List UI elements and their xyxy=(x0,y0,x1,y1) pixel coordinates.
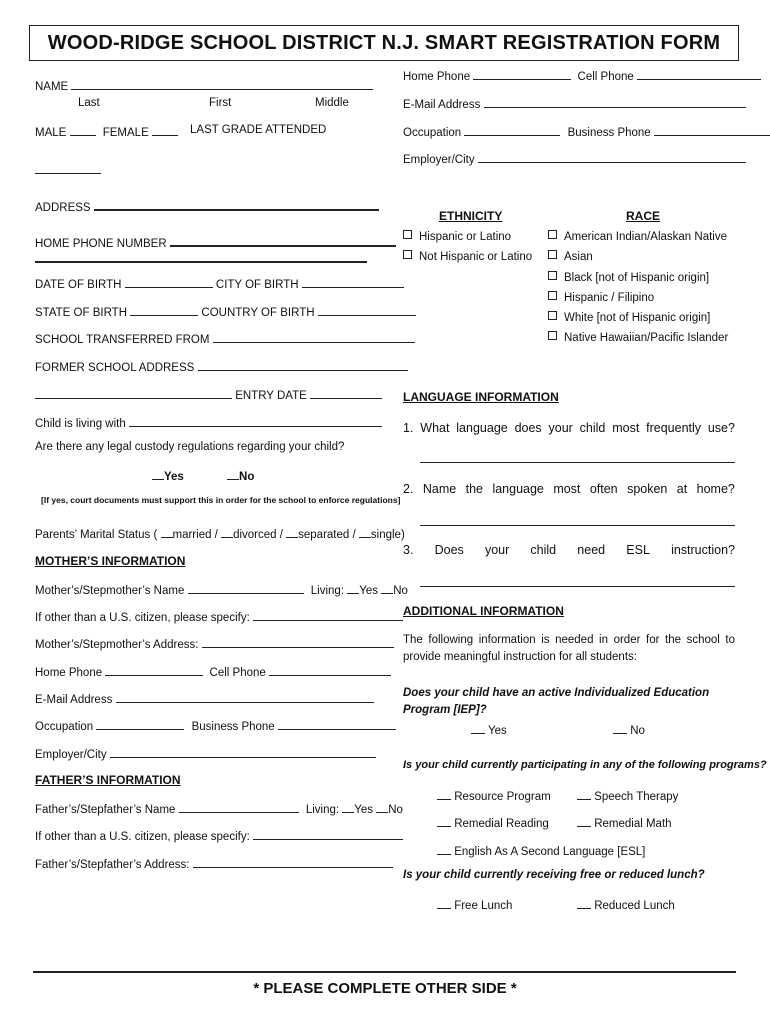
right-employer-row xyxy=(403,151,746,166)
language-answer-2-field[interactable] xyxy=(420,525,735,526)
footer-rule xyxy=(33,971,736,973)
program-remedial-reading-label: Remedial Reading xyxy=(454,818,549,830)
program-esl-label: English As A Second Language [ESL] xyxy=(454,846,646,858)
custody-note: [If yes, court documents must support this in order for the school to enforce regulations] xyxy=(41,495,401,505)
program-resource-label: Resource Program xyxy=(454,791,551,803)
marital-single-label: single) xyxy=(370,529,405,541)
entry-date-label: ENTRY DATE xyxy=(235,390,307,402)
reduced-lunch-option xyxy=(577,897,675,912)
right-email-label: E-Mail Address xyxy=(403,99,481,111)
mother-name-label: Mother’s/Stepmother’s Name xyxy=(35,585,185,597)
program-speech-option xyxy=(577,788,678,803)
right-occupation-label: Occupation xyxy=(403,127,462,139)
father-citizen-row xyxy=(35,828,403,843)
ethnicity-option[interactable] xyxy=(403,250,532,263)
gender-row xyxy=(35,124,178,139)
race-option-label: Asian xyxy=(564,251,593,263)
marital-married-label: married / xyxy=(172,529,218,541)
iep-no-field[interactable] xyxy=(613,722,627,734)
question-word: 2. xyxy=(403,482,414,496)
question-word: language xyxy=(492,482,544,496)
checkbox-icon[interactable] xyxy=(548,250,557,259)
iep-no-option xyxy=(613,722,645,737)
ethnicity-option-label: Hispanic or Latino xyxy=(419,231,512,243)
program-resource-option xyxy=(437,788,551,803)
mother-email-label: E-Mail Address xyxy=(35,694,113,706)
home-phone-field[interactable] xyxy=(170,234,396,247)
question-word: at xyxy=(676,482,688,496)
program-remedial-math-option xyxy=(577,815,672,830)
question-word: ESL xyxy=(626,543,650,557)
mother-address-field[interactable] xyxy=(202,636,394,648)
father-living-yes-field[interactable] xyxy=(342,801,354,813)
checkbox-icon[interactable] xyxy=(548,311,557,320)
mother-living-label: Living: xyxy=(310,585,345,597)
mother-citizen-label: If other than a U.S. citizen, please specify: xyxy=(35,612,250,624)
mother-address-row xyxy=(35,636,394,651)
iep-yes-label: Yes xyxy=(488,725,507,737)
custody-yes-field[interactable] xyxy=(152,468,164,480)
school-transferred-label: SCHOOL TRANSFERRED FROM xyxy=(35,334,210,346)
former-address-field-2[interactable] xyxy=(35,387,232,399)
program-remedial-math-field[interactable] xyxy=(577,815,591,827)
right-business-phone-label: Business Phone xyxy=(567,127,651,139)
program-esl-field[interactable] xyxy=(437,843,451,855)
program-remedial-math-label: Remedial Math xyxy=(594,818,672,830)
question-word: your xyxy=(548,421,573,435)
last-grade-field[interactable] xyxy=(35,162,101,174)
right-email-field[interactable] xyxy=(484,96,746,108)
question-word: your xyxy=(484,543,510,557)
language-question-2 xyxy=(403,482,735,496)
custody-question: Are there any legal custody regulations regarding your child? xyxy=(35,441,345,453)
right-email-row xyxy=(403,96,746,111)
name-middle-label: Middle xyxy=(315,97,349,109)
ethnicity-option[interactable] xyxy=(403,230,511,243)
female-label: FEMALE xyxy=(102,127,149,139)
question-word: Does xyxy=(434,543,464,557)
school-transferred-field[interactable] xyxy=(213,331,415,343)
program-remedial-reading-field[interactable] xyxy=(437,815,451,827)
question-word: language xyxy=(456,421,508,435)
race-option[interactable] xyxy=(548,250,593,263)
mother-living-yes-label: Yes xyxy=(359,585,378,597)
father-living-label: Living: xyxy=(305,804,340,816)
program-esl-option xyxy=(437,843,645,858)
iep-yes-field[interactable] xyxy=(471,722,485,734)
language-answer-3-field[interactable] xyxy=(420,586,735,587)
program-speech-label: Speech Therapy xyxy=(594,791,679,803)
custody-yes-label: Yes xyxy=(164,471,184,483)
right-home-phone-label: Home Phone xyxy=(403,71,471,83)
birth-row xyxy=(35,276,404,291)
question-word: instruction? xyxy=(671,543,735,557)
home-phone-row xyxy=(35,234,396,250)
checkbox-icon[interactable] xyxy=(403,230,412,239)
mother-name-field[interactable] xyxy=(188,582,304,594)
name-label: NAME xyxy=(35,81,69,93)
question-word: frequently xyxy=(646,421,702,435)
question-word: child xyxy=(579,421,606,435)
iep-no-label: No xyxy=(630,725,645,737)
custody-answer-row xyxy=(152,468,254,483)
free-lunch-field[interactable] xyxy=(437,897,451,909)
dob-field[interactable] xyxy=(125,276,213,288)
marital-divorced-label: divorced / xyxy=(233,529,283,541)
mother-employer-field[interactable] xyxy=(110,746,376,758)
mother-employer-label: Employer/City xyxy=(35,749,107,761)
former-address-label: FORMER SCHOOL ADDRESS xyxy=(35,362,195,374)
program-remedial-reading-option xyxy=(437,815,549,830)
name-first-label: First xyxy=(209,97,232,109)
marital-separated-label: separated / xyxy=(298,529,356,541)
race-option[interactable] xyxy=(548,230,727,243)
program-speech-field[interactable] xyxy=(577,788,591,800)
father-citizen-label: If other than a U.S. citizen, please specify: xyxy=(35,831,250,843)
father-address-row xyxy=(35,856,393,871)
right-cell-phone-label: Cell Phone xyxy=(577,71,634,83)
mother-occupation-label: Occupation xyxy=(35,721,94,733)
mother-home-phone-label: Home Phone xyxy=(35,667,103,679)
race-heading: RACE xyxy=(626,209,661,223)
father-name-row xyxy=(35,801,403,816)
race-option-label: Black [not of Hispanic origin] xyxy=(564,272,710,284)
question-word: the xyxy=(465,482,484,496)
race-option[interactable] xyxy=(548,271,709,284)
marital-single-field[interactable] xyxy=(359,526,371,538)
race-option-label: White [not of Hispanic origin] xyxy=(564,312,711,324)
former-address-field[interactable] xyxy=(198,359,408,371)
form-title: WOOD-RIDGE SCHOOL DISTRICT N.J. SMART REGISTRATION FORM xyxy=(47,32,721,54)
father-citizen-field[interactable] xyxy=(253,828,403,840)
question-word: need xyxy=(577,543,606,557)
right-phone-row xyxy=(403,68,761,83)
mother-business-phone-label: Business Phone xyxy=(191,721,275,733)
dob-label: DATE OF BIRTH xyxy=(35,279,122,291)
language-question-1 xyxy=(403,421,735,435)
address-row xyxy=(35,198,379,214)
student-name-field[interactable] xyxy=(71,78,373,90)
mother-occupation-row xyxy=(35,718,396,733)
language-heading: LANGUAGE INFORMATION xyxy=(403,390,559,404)
father-living-no-field[interactable] xyxy=(376,801,388,813)
mother-heading: MOTHER’S INFORMATION xyxy=(35,554,186,568)
reduced-lunch-field[interactable] xyxy=(577,897,591,909)
race-option[interactable] xyxy=(548,291,654,304)
right-home-phone-field[interactable] xyxy=(473,68,571,80)
race-option-label: Native Hawaiian/Pacific Islander xyxy=(564,332,729,344)
city-birth-label: CITY OF BIRTH xyxy=(215,279,299,291)
question-word: most xyxy=(553,482,581,496)
question-word: 3. xyxy=(403,543,414,557)
father-name-label: Father’s/Stepfather’s Name xyxy=(35,804,176,816)
right-occupation-field[interactable] xyxy=(464,124,560,136)
mother-address-label: Mother’s/Stepmother’s Address: xyxy=(35,639,199,651)
question-word: most xyxy=(612,421,640,435)
mother-citizen-row xyxy=(35,609,403,624)
city-birth-field[interactable] xyxy=(302,276,404,288)
custody-no-field[interactable] xyxy=(227,468,239,480)
free-lunch-option xyxy=(437,897,512,912)
language-question-3 xyxy=(403,543,735,557)
school-transferred-row xyxy=(35,331,415,346)
checkbox-icon[interactable] xyxy=(548,331,557,340)
right-cell-phone-field[interactable] xyxy=(637,68,761,80)
country-birth-field[interactable] xyxy=(318,304,416,316)
home-phone-label: HOME PHONE NUMBER xyxy=(35,238,167,250)
right-employer-field[interactable] xyxy=(478,151,746,163)
father-heading: FATHER’S INFORMATION xyxy=(35,773,181,787)
race-option[interactable] xyxy=(548,311,710,324)
race-option[interactable] xyxy=(548,331,728,344)
footer-notice: * PLEASE COMPLETE OTHER SIDE * xyxy=(253,980,517,997)
iep-question: Does your child have an active Individualized Education Program [IEP]? xyxy=(403,687,710,716)
father-living-yes-label: Yes xyxy=(354,804,374,816)
father-address-label: Father’s/Stepfather’s Address: xyxy=(35,859,190,871)
name-last-label: Last xyxy=(78,97,100,109)
mother-living-yes-field[interactable] xyxy=(347,582,359,594)
right-occupation-row xyxy=(403,124,770,139)
checkbox-icon[interactable] xyxy=(548,230,557,239)
right-business-phone-field[interactable] xyxy=(654,124,770,136)
checkbox-icon[interactable] xyxy=(403,250,412,259)
marital-married-field[interactable] xyxy=(161,526,173,538)
state-birth-field[interactable] xyxy=(130,304,198,316)
checkbox-icon[interactable] xyxy=(548,291,557,300)
mother-occupation-field[interactable] xyxy=(96,718,184,730)
address-label: ADDRESS xyxy=(35,202,91,214)
checkbox-icon[interactable] xyxy=(548,271,557,280)
marital-divorced-field[interactable] xyxy=(221,526,233,538)
country-birth-label: COUNTRY OF BIRTH xyxy=(201,307,315,319)
question-word: use? xyxy=(707,421,735,435)
male-field[interactable] xyxy=(70,124,96,136)
mother-name-row xyxy=(35,582,408,597)
section-divider xyxy=(35,261,367,263)
race-option-label: Hispanic / Filipino xyxy=(564,292,655,304)
question-word: child xyxy=(530,543,557,557)
ethnicity-heading: ETHNICITY xyxy=(439,209,503,223)
student-name-row xyxy=(35,78,373,93)
question-word: often xyxy=(589,482,618,496)
question-word: spoken xyxy=(627,482,668,496)
male-label: MALE xyxy=(35,127,67,139)
iep-yes-option xyxy=(471,722,507,737)
additional-intro: The following information is needed in order for the school to provide meaningful instruction for all students: xyxy=(403,634,735,663)
living-with-field[interactable] xyxy=(129,415,382,427)
mother-email-row xyxy=(35,691,374,706)
entry-date-row xyxy=(35,387,382,402)
question-word: 1. xyxy=(403,421,414,435)
mother-phone-row xyxy=(35,664,391,679)
marital-label: Parents’ Marital Status ( xyxy=(35,529,158,541)
female-field[interactable] xyxy=(152,124,178,136)
question-word: What xyxy=(420,421,450,435)
mother-email-field[interactable] xyxy=(116,691,374,703)
race-option-label: American Indian/Alaskan Native xyxy=(564,231,727,243)
mother-cell-phone-field[interactable] xyxy=(269,664,391,676)
mother-home-phone-field[interactable] xyxy=(105,664,203,676)
state-birth-row xyxy=(35,304,416,319)
custody-no-label: No xyxy=(239,471,255,483)
title-box xyxy=(29,25,739,61)
question-word: Name xyxy=(422,482,457,496)
state-birth-label: STATE OF BIRTH xyxy=(35,307,128,319)
mother-cell-phone-label: Cell Phone xyxy=(209,667,266,679)
additional-heading: ADDITIONAL INFORMATION xyxy=(403,604,564,618)
mother-living-no-label: No xyxy=(393,585,408,597)
last-grade-field-row xyxy=(35,162,101,177)
free-lunch-label: Free Lunch xyxy=(454,900,513,912)
marital-status-row xyxy=(35,526,405,541)
lunch-question: Is your child currently receiving free or reduced lunch? xyxy=(403,869,705,881)
father-living-no-label: No xyxy=(388,804,403,816)
mother-business-phone-field[interactable] xyxy=(278,718,396,730)
living-with-label: Child is living with xyxy=(35,418,126,430)
mother-citizen-field[interactable] xyxy=(253,609,403,621)
former-address-row xyxy=(35,359,408,374)
mother-living-no-field[interactable] xyxy=(381,582,393,594)
right-employer-label: Employer/City xyxy=(403,154,475,166)
marital-separated-field[interactable] xyxy=(286,526,298,538)
reduced-lunch-label: Reduced Lunch xyxy=(594,900,675,912)
last-grade-label: LAST GRADE ATTENDED xyxy=(190,124,327,136)
entry-date-field[interactable] xyxy=(310,387,382,399)
ethnicity-option-label: Not Hispanic or Latino xyxy=(419,251,533,263)
father-address-field[interactable] xyxy=(193,856,393,868)
living-with-row xyxy=(35,415,382,430)
mother-employer-row xyxy=(35,746,376,761)
address-field[interactable] xyxy=(94,198,379,211)
programs-question: Is your child currently participating in any of the following programs? xyxy=(403,759,767,771)
question-word: home? xyxy=(696,482,735,496)
program-resource-field[interactable] xyxy=(437,788,451,800)
father-name-field[interactable] xyxy=(179,801,299,813)
language-answer-1-field[interactable] xyxy=(420,462,735,463)
question-word: does xyxy=(514,421,542,435)
